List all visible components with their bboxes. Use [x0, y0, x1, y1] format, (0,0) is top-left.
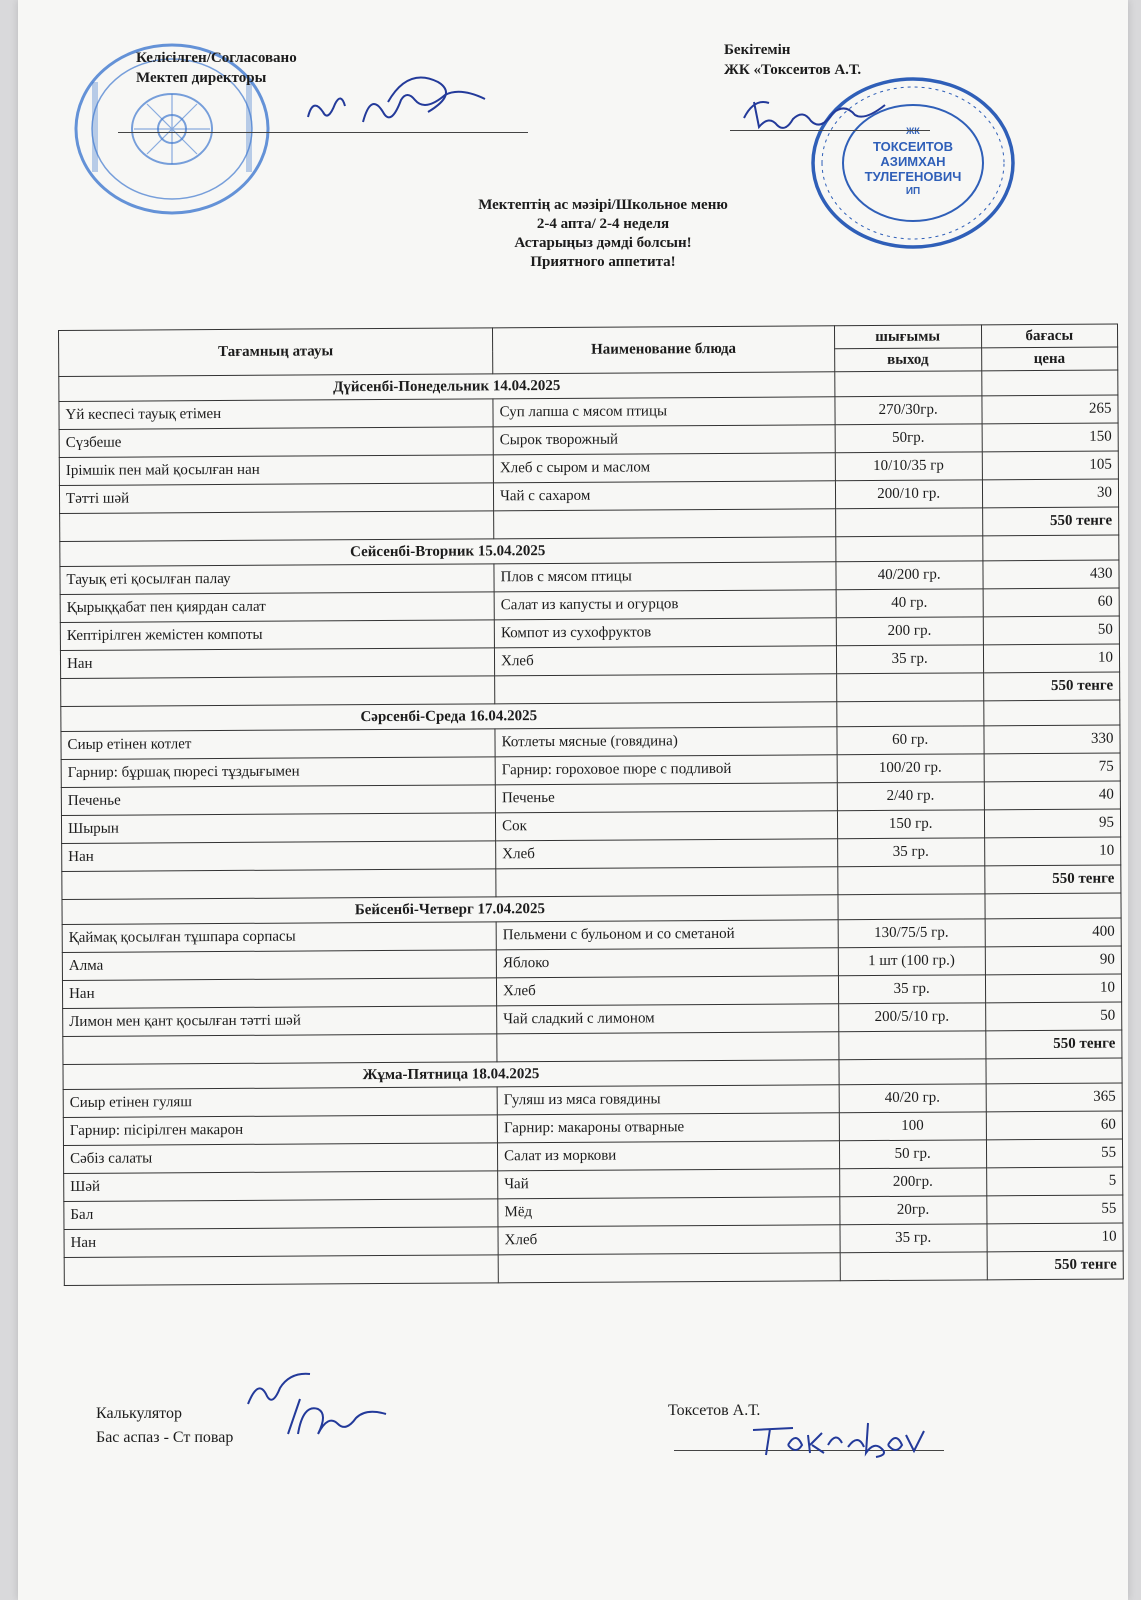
day-total: 550 тенге [983, 672, 1120, 701]
dish-price: 10 [983, 644, 1120, 673]
footer-role: Бас аспаз - Ст повар [96, 1429, 234, 1446]
dish-name-ru: Салат из моркови [498, 1141, 840, 1171]
empty-cell [840, 1252, 987, 1281]
dish-name-kz: Тәтті шәй [59, 483, 493, 514]
dish-name-ru: Чай сладкий с лимоном [497, 1004, 839, 1034]
empty-cell [985, 1058, 1122, 1084]
empty-cell [836, 673, 983, 702]
dish-output: 35 гр. [840, 1224, 987, 1253]
menu-body [59, 370, 1124, 1285]
dish-output: 200/5/10 гр. [838, 1003, 985, 1032]
empty-cell [498, 1253, 840, 1283]
dish-output: 10/10/35 гр [835, 452, 982, 481]
day-total: 550 тенге [984, 865, 1121, 894]
dish-name-kz: Гарнир: бұршақ пюресі тұздығымен [61, 757, 495, 788]
toksetov-signature [748, 1415, 938, 1470]
dish-name-kz: Үй кеспесі тауық етімен [59, 399, 493, 430]
dish-name-kz: Сәбіз салаты [63, 1143, 497, 1174]
dish-output: 200/10 гр. [835, 480, 982, 509]
dish-name-kz: Қырыққабат пен қиярдан салат [60, 592, 494, 623]
dish-price: 50 [983, 616, 1120, 645]
dish-name-kz: Сиыр етінен гуляш [63, 1087, 497, 1118]
dish-output: 150 гр. [837, 810, 984, 839]
dish-name-ru: Гуляш из мяса говядины [497, 1085, 839, 1115]
dish-output: 50гр. [835, 424, 982, 453]
dish-name-ru: Гарнир: гороховое пюре с подливой [495, 755, 837, 785]
dish-output: 50 гр. [839, 1140, 986, 1169]
dish-output: 20гр. [840, 1196, 987, 1225]
empty-cell [64, 1255, 498, 1286]
menu-table [58, 324, 1124, 1286]
director-signature [268, 62, 528, 147]
footer-name: Токсетов А.Т. [668, 1402, 761, 1419]
empty-cell [497, 1032, 839, 1062]
dish-name-kz: Тауық еті қосылған палау [60, 564, 494, 595]
dish-name-ru: Яблоко [496, 948, 838, 978]
day-label: Дүйсенбі-Понедельник 14.04.2025 [59, 372, 835, 402]
dish-output: 100 [839, 1112, 986, 1141]
header-output-kz: шығымы [834, 325, 981, 349]
dish-price: 330 [983, 725, 1120, 754]
dish-name-kz: Алма [62, 950, 496, 981]
dish-price: 60 [986, 1111, 1123, 1140]
dish-name-kz: Лимон мен қант қосылған тәтті шәй [63, 1006, 497, 1037]
empty-cell [839, 1031, 986, 1060]
menu-sheet [18, 0, 1128, 1600]
dish-price: 60 [983, 588, 1120, 617]
dish-price: 10 [985, 974, 1122, 1003]
dish-output: 35 гр. [836, 645, 983, 674]
dish-price: 150 [982, 423, 1119, 452]
header-ru: Наименование блюда [493, 326, 835, 374]
approval-role: Мектеп директоры [136, 70, 267, 86]
dish-name-kz: Қаймақ қосылған тұшпара сорпасы [62, 922, 496, 953]
dish-name-ru: Печенье [495, 783, 837, 813]
dish-price: 90 [985, 946, 1122, 975]
dish-name-kz: Нан [62, 978, 496, 1009]
dish-name-ru: Салат из капусты и огурцов [494, 590, 836, 620]
day-total: 550 тенге [982, 507, 1119, 536]
dish-price: 50 [985, 1002, 1122, 1031]
footer-signatories [96, 1402, 233, 1450]
dish-price: 400 [985, 918, 1122, 947]
title-line: Астарыңыз дәмді болсын! [514, 235, 692, 251]
empty-cell [60, 511, 494, 542]
dish-output: 40 гр. [836, 589, 983, 618]
dish-name-ru: Компот из сухофруктов [494, 618, 836, 648]
dish-price: 265 [981, 395, 1118, 424]
empty-cell [61, 676, 495, 707]
title-line: Приятного аппетита! [530, 254, 676, 270]
dish-output: 2/40 гр. [837, 782, 984, 811]
dish-price: 365 [986, 1083, 1123, 1112]
dish-price: 5 [986, 1167, 1123, 1196]
dish-output: 40/20 гр. [839, 1084, 986, 1113]
dish-name-ru: Котлеты мясные (говядина) [495, 727, 837, 757]
dish-name-ru: Суп лапша с мясом птицы [493, 397, 835, 427]
dish-output: 200 гр. [836, 617, 983, 646]
dish-price: 40 [984, 781, 1121, 810]
dish-name-kz: Гарнир: пісірілген макарон [63, 1115, 497, 1146]
dish-name-ru: Хлеб [495, 646, 837, 676]
owner-signature [734, 88, 924, 143]
empty-cell [836, 536, 983, 562]
empty-cell [837, 701, 984, 727]
empty-cell [838, 866, 985, 895]
dish-name-ru: Мёд [498, 1197, 840, 1227]
dish-name-ru: Гарнир: макароны отварные [497, 1113, 839, 1143]
dish-price: 55 [986, 1139, 1123, 1168]
dish-price: 30 [982, 479, 1119, 508]
dish-output: 35 гр. [838, 975, 985, 1004]
dish-name-ru: Плов с мясом птицы [494, 562, 836, 592]
dish-output: 1 шт (100 гр.) [838, 947, 985, 976]
dish-price: 430 [982, 560, 1119, 589]
calculator-signature [228, 1364, 428, 1469]
empty-cell [496, 867, 838, 897]
stamp-line: ТОКСЕИТОВ [872, 139, 953, 154]
total-row [64, 1251, 1123, 1285]
day-total: 550 тенге [985, 1030, 1122, 1059]
empty-cell [63, 1034, 497, 1065]
dish-name-kz: Шырын [61, 813, 495, 844]
stamp-line: ЖК [906, 126, 920, 136]
empty-cell [981, 370, 1118, 396]
dish-name-kz: Ірімшік пен май қосылған нан [59, 455, 493, 486]
header-price-kz: бағасы [981, 324, 1118, 348]
dish-output: 35 гр. [837, 838, 984, 867]
dish-output: 100/20 гр. [837, 754, 984, 783]
stamp-line: АЗИМХАН [880, 154, 946, 169]
dish-name-ru: Хлеб с сыром и маслом [493, 453, 835, 483]
menu-title [308, 196, 898, 272]
empty-cell [838, 894, 985, 920]
empty-cell [984, 893, 1121, 919]
empty-cell [835, 508, 982, 537]
empty-cell [839, 1059, 986, 1085]
header-output-ru: выход [834, 348, 981, 372]
header-price-ru: цена [981, 347, 1118, 371]
day-total: 550 тенге [987, 1251, 1124, 1280]
stamp-line: ИП [905, 186, 921, 197]
dish-output: 130/75/5 гр. [838, 919, 985, 948]
dish-price: 55 [986, 1195, 1123, 1224]
dish-name-ru: Хлеб [497, 976, 839, 1006]
dish-output: 40/200 гр. [836, 561, 983, 590]
dish-name-ru: Сырок творожный [493, 425, 835, 455]
empty-cell [494, 509, 836, 539]
dish-output: 60 гр. [837, 726, 984, 755]
dish-name-kz: Шәй [64, 1171, 498, 1202]
dish-price: 10 [986, 1223, 1123, 1252]
empty-cell [982, 535, 1119, 561]
dish-name-kz: Печенье [61, 785, 495, 816]
approval-label: Келісілген/Согласовано [136, 50, 297, 66]
dish-name-kz: Кептірілген жемістен компоты [60, 620, 494, 651]
approval-label: Бекітемін [724, 42, 791, 58]
dish-name-ru: Чай [498, 1169, 840, 1199]
approval-org: ЖК «Токсеитов А.Т. [724, 62, 862, 78]
dish-price: 105 [982, 451, 1119, 480]
day-label: Сейсенбі-Вторник 15.04.2025 [60, 537, 836, 567]
day-label: Жұма-Пятница 18.04.2025 [63, 1060, 839, 1090]
empty-cell [835, 371, 982, 397]
dish-price: 95 [984, 809, 1121, 838]
dish-name-ru: Пельмени с бульоном и со сметаной [496, 920, 838, 950]
title-line: Мектептің ас мәзірі/Школьное меню [478, 197, 728, 213]
footer-role: Калькулятор [96, 1405, 182, 1422]
empty-cell [495, 674, 837, 704]
dish-output: 200гр. [839, 1168, 986, 1197]
dish-name-ru: Хлеб [496, 839, 838, 869]
dish-price: 10 [984, 837, 1121, 866]
dish-name-kz: Бал [64, 1199, 498, 1230]
day-label: Сәрсенбі-Среда 16.04.2025 [61, 702, 837, 732]
approval-block-right [724, 40, 861, 80]
empty-cell [62, 869, 496, 900]
dish-name-ru: Чай с сахаром [494, 481, 836, 511]
empty-cell [983, 700, 1120, 726]
dish-name-ru: Сок [496, 811, 838, 841]
dish-price: 75 [984, 753, 1121, 782]
dish-name-kz: Нан [60, 648, 494, 679]
dish-name-kz: Нан [64, 1227, 498, 1258]
dish-name-kz: Нан [62, 841, 496, 872]
day-label: Бейсенбі-Четверг 17.04.2025 [62, 895, 838, 925]
stamp-line: ТУЛЕГЕНОВИЧ [864, 169, 962, 184]
header-kz: Тағамның атауы [59, 328, 493, 377]
title-line: 2-4 апта/ 2-4 неделя [536, 216, 670, 232]
dish-name-ru: Хлеб [498, 1225, 840, 1255]
dish-name-kz: Сиыр етінен котлет [61, 729, 495, 760]
dish-name-kz: Сүзбеше [59, 427, 493, 458]
dish-output: 270/30гр. [835, 396, 982, 425]
